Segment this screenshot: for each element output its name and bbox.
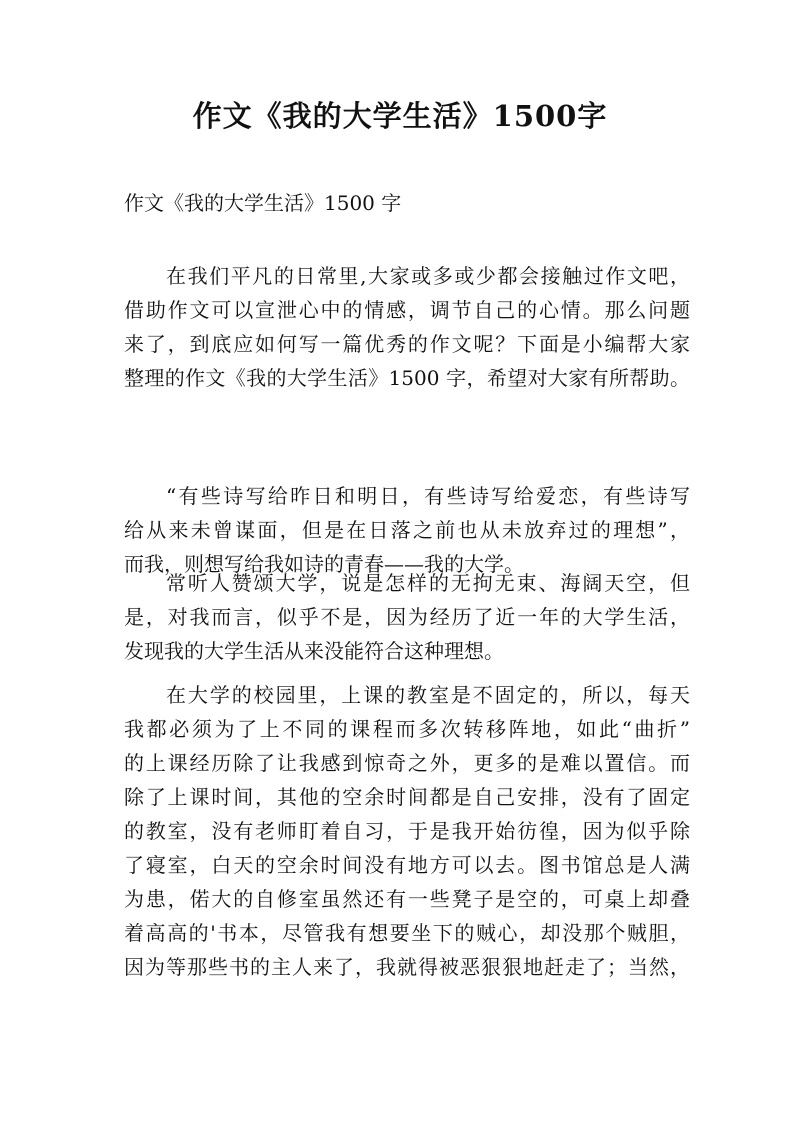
document-subtitle: 作文《我的大学生活》1500 字 <box>124 191 402 215</box>
paragraph-line: 了寝室，白天的空余时间没有地方可以去。图书馆总是人满 <box>124 853 690 877</box>
paragraph-line: 我都必须为了上不同的课程而多次转移阵地，如此“曲折” <box>124 717 690 741</box>
paragraph-line: 给从来未曾谋面，但是在日落之前也从未放弃过的理想”， <box>124 518 690 542</box>
body-paragraph <box>124 678 690 984</box>
paragraph-line: 是，对我而言，似乎不是，因为经历了近一年的大学生活， <box>124 605 690 629</box>
intro-paragraph <box>124 259 690 395</box>
paragraph-line: 整理的作文《我的大学生活》1500 字，希望对大家有所帮助。 <box>124 366 690 390</box>
paragraph-line: “有些诗写给昨日和明日，有些诗写给爱恋，有些诗写 <box>166 484 690 508</box>
document-title: 作文《我的大学生活》1500字 <box>192 99 608 133</box>
paragraph-line: 着高高的'书本，尽管我有想要坐下的贼心，却没那个贼胆， <box>124 921 690 945</box>
body-paragraph <box>124 566 690 668</box>
paragraph-line: 因为等那些书的主人来了，我就得被恶狠狠地赶走了；当然， <box>124 955 690 979</box>
paragraph-line: 的上课经历除了让我感到惊奇之外，更多的是难以置信。而 <box>124 751 690 775</box>
paragraph-line: 来了，到底应如何写一篇优秀的作文呢？下面是小编帮大家 <box>124 332 690 356</box>
paragraph-line: 为患，偌大的自修室虽然还有一些凳子是空的，可桌上却叠 <box>124 887 690 911</box>
paragraph-line: 在我们平凡的日常里,大家或多或少都会接触过作文吧， <box>166 264 690 288</box>
paragraph-line: 在大学的校园里，上课的教室是不固定的，所以，每天 <box>166 683 690 707</box>
paragraph-line: 的教室，没有老师盯着自习，于是我开始彷徨，因为似乎除 <box>124 819 690 843</box>
paragraph-line: 借助作文可以宣泄心中的情感，调节自己的心情。那么问题 <box>124 298 690 322</box>
paragraph-line: 除了上课时间，其他的空余时间都是自己安排，没有了固定 <box>124 785 690 809</box>
paragraph-line: 发现我的大学生活从来没能符合这种理想。 <box>124 639 504 663</box>
paragraph-line: 常听人赞颂大学，说是怎样的无拘无束、海阔天空，但 <box>166 571 690 595</box>
paragraph-line: 而我，则想写给我如诗的青春——我的大学。 <box>124 552 524 576</box>
